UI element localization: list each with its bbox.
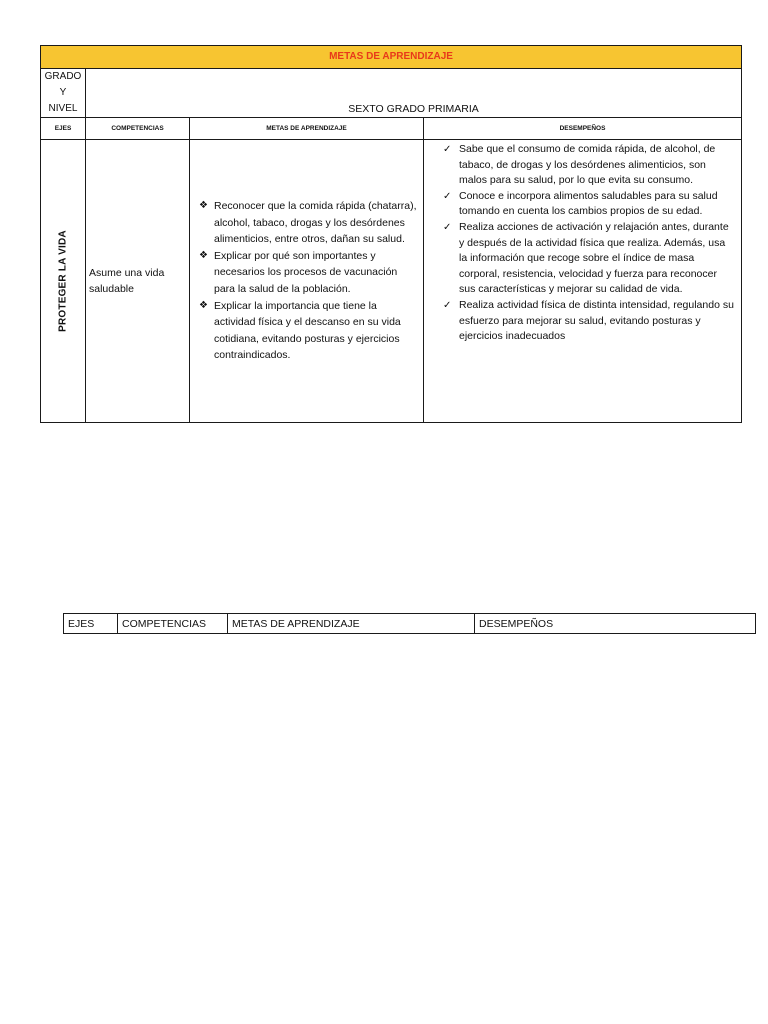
header-ejes: EJES [41, 118, 86, 140]
grado-label-line-2: Y [59, 87, 67, 98]
desempenos-list [424, 140, 741, 345]
header-metas-2: METAS DE APRENDIZAJE [228, 614, 475, 634]
desempenos-cell [424, 140, 742, 423]
header-competencias: COMPETENCIAS [86, 118, 190, 140]
checkmark-icon: ✓ [443, 144, 452, 155]
desempeno-text-1: Sabe que el consumo de comida rápida, de alcohol, de tabaco, de drogas y los desórdenes alimenticios, son malos para su salud, por lo que evita su consumo. [459, 143, 716, 187]
metas-list [190, 198, 423, 364]
header-ejes-2: EJES [64, 614, 118, 634]
desempeno-text-2: Conoce e incorpora alimentos saludables para su salud tomando en cuenta los cambios propios de su edad. [459, 189, 718, 218]
list-item [443, 189, 735, 220]
list-item [199, 198, 417, 248]
header-metas: METAS DE APRENDIZAJE [190, 118, 424, 140]
table-row [41, 140, 742, 423]
competencia-cell [86, 140, 190, 423]
meta-text-2: Explicar por qué son importantes y necesarios los procesos de vacunación para la salud de la población. [214, 249, 398, 295]
meta-text-1: Reconocer que la comida rápida (chatarra), alcohol, tabaco, drogas y los desórdenes alimenticios, entre otros, dañan su salud. [214, 200, 417, 246]
list-item [443, 298, 735, 345]
checkmark-icon: ✓ [443, 299, 452, 311]
empty-header-table [63, 613, 756, 634]
grado-label-line-3: NIVEL [48, 103, 78, 114]
header-desempenos-2: DESEMPEÑOS [475, 614, 756, 634]
checkmark-icon: ✓ [443, 190, 452, 202]
list-item [199, 298, 417, 364]
grado-label-line-1: GRADO [44, 71, 82, 82]
meta-text-3: Explicar la importancia que tiene la actividad física y el descanso en su vida cotidiana, evitando posturas y ejercicios contraindicados. [214, 299, 401, 362]
table-title: METAS DE APRENDIZAJE [329, 51, 453, 62]
desempeno-text-4: Realiza actividad física de distinta intensidad, regulando su esfuerzo para mejorar su salud, evitando posturas y ejercicios inadecuados [459, 298, 734, 343]
list-item [443, 142, 735, 189]
checkmark-icon: ✓ [443, 221, 452, 233]
header-desempenos: DESEMPEÑOS [424, 118, 742, 140]
metas-cell [190, 140, 424, 423]
column-header-row [41, 118, 742, 140]
grado-nivel-value: SEXTO GRADO PRIMARIA [348, 103, 479, 115]
table-title-cell [41, 46, 742, 69]
eje-cell [41, 140, 86, 423]
learning-goals-table [40, 45, 742, 423]
grado-nivel-value-cell [86, 69, 742, 118]
list-item [199, 248, 417, 298]
desempeno-text-3: Realiza acciones de activación y relajación antes, durante y después de la actividad física que realiza. Además, usa la información que recoge sobre el índice de masa corporal, resistencia, velocidad y fuerza para reconocer sus características y mejorar su calidad de vida. [459, 220, 729, 296]
competencia-text: Asume una vida saludable [89, 267, 165, 295]
list-item [443, 220, 735, 298]
header-competencias-2: COMPETENCIAS [118, 614, 228, 634]
grado-nivel-label [41, 69, 86, 118]
eje-vertical-label: PROTEGER LA VIDA [57, 230, 69, 332]
diamond-bullet-icon: ❖ [199, 200, 208, 212]
table-row [64, 614, 756, 634]
diamond-bullet-icon: ❖ [199, 299, 208, 311]
diamond-bullet-icon: ❖ [199, 249, 208, 261]
